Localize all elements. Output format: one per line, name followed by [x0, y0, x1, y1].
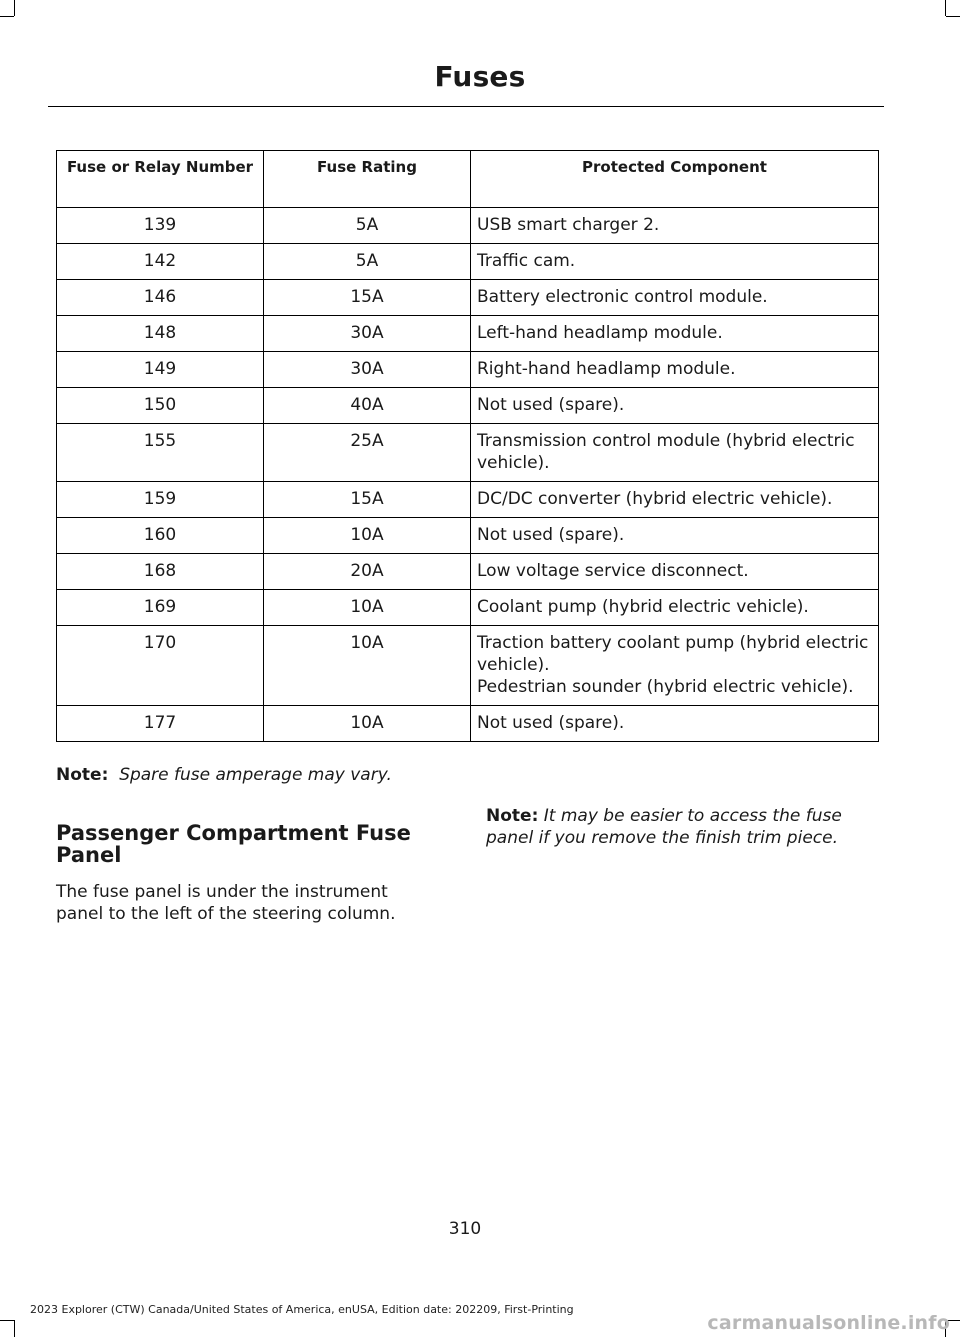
component-line: Traction battery coolant pump (hybrid electric vehicle).: [477, 633, 869, 675]
fuse-rating-cell: 10A: [264, 626, 471, 706]
table-row: [57, 352, 879, 388]
table-note: [56, 764, 392, 786]
table-row: [57, 424, 879, 482]
component-line: Not used (spare).: [477, 395, 625, 415]
fuse-number-cell: 160: [57, 518, 264, 554]
crop-mark: [945, 0, 946, 16]
table-row: [57, 518, 879, 554]
crop-mark: [14, 0, 15, 16]
fuse-rating-cell: 5A: [264, 244, 471, 280]
table-row: [57, 316, 879, 352]
protected-component-cell: [471, 388, 879, 424]
table-row: [57, 706, 879, 742]
fuse-number-cell: 142: [57, 244, 264, 280]
component-line: Traffic cam.: [477, 251, 576, 271]
note-label: Note:: [56, 765, 109, 785]
protected-component-cell: [471, 352, 879, 388]
protected-component-cell: [471, 316, 879, 352]
component-line: Low voltage service disconnect.: [477, 561, 749, 581]
side-note: [486, 805, 878, 849]
protected-component-cell: [471, 626, 879, 706]
protected-component-cell: [471, 244, 879, 280]
component-line: Not used (spare).: [477, 525, 625, 545]
fuse-number-cell: 150: [57, 388, 264, 424]
title-divider: [48, 106, 884, 107]
note-text: Spare fuse amperage may vary.: [119, 765, 392, 785]
fuse-rating-cell: 15A: [264, 280, 471, 316]
fuse-rating-cell: 30A: [264, 352, 471, 388]
fuse-rating-cell: 5A: [264, 208, 471, 244]
page-number: 310: [448, 1219, 482, 1239]
fuse-number-cell: 146: [57, 280, 264, 316]
side-note-label: Note:: [486, 806, 539, 826]
fuse-rating-cell: 25A: [264, 424, 471, 482]
component-line: Right-hand headlamp module.: [477, 359, 736, 379]
side-note-text: It may be easier to access the fuse panel if you remove the finish trim piece.: [486, 806, 842, 848]
fuse-number-cell: 155: [57, 424, 264, 482]
table-row: [57, 482, 879, 518]
fuse-rating-cell: 10A: [264, 518, 471, 554]
component-line: Left-hand headlamp module.: [477, 323, 723, 343]
watermark: carmanualsonline.info: [707, 1312, 950, 1334]
protected-component-cell: [471, 554, 879, 590]
fuse-number-cell: 168: [57, 554, 264, 590]
edition-footer: 2023 Explorer (CTW) Canada/United States of America, enUSA, Edition date: 202209, First-Printing: [30, 1303, 574, 1316]
crop-mark: [0, 16, 14, 17]
table-row: [57, 554, 879, 590]
component-line: Pedestrian sounder (hybrid electric vehicle).: [477, 677, 854, 697]
table-row: [57, 590, 879, 626]
protected-component-cell: [471, 590, 879, 626]
fuse-rating-cell: 10A: [264, 706, 471, 742]
table-row: [57, 388, 879, 424]
fuse-number-cell: 177: [57, 706, 264, 742]
table-row: [57, 208, 879, 244]
fuse-rating-cell: 30A: [264, 316, 471, 352]
protected-component-cell: [471, 706, 879, 742]
component-line: Battery electronic control module.: [477, 287, 768, 307]
section-paragraph: The fuse panel is under the instrument panel to the left of the steering column.: [56, 882, 396, 924]
crop-mark: [0, 1320, 14, 1321]
fuse-number-cell: 159: [57, 482, 264, 518]
crop-mark: [946, 16, 960, 17]
section-heading: Passenger Compartment Fuse Panel: [56, 821, 411, 867]
fuse-table-body: [57, 208, 879, 742]
table-row: [57, 626, 879, 706]
fuse-rating-cell: 20A: [264, 554, 471, 590]
fuse-number-cell: 149: [57, 352, 264, 388]
protected-component-cell: [471, 482, 879, 518]
table-row: [57, 280, 879, 316]
component-line: DC/DC converter (hybrid electric vehicle).: [477, 489, 833, 509]
fuse-table: [56, 150, 879, 742]
fuse-number-cell: 148: [57, 316, 264, 352]
fuse-number-cell: 170: [57, 626, 264, 706]
fuse-rating-cell: 15A: [264, 482, 471, 518]
column-header-component: Protected Component: [471, 151, 879, 208]
fuse-number-cell: 169: [57, 590, 264, 626]
page-title: Fuses: [434, 60, 526, 93]
column-header-rating: Fuse Rating: [264, 151, 471, 208]
fuse-rating-cell: 40A: [264, 388, 471, 424]
column-header-number: Fuse or Relay Number: [57, 151, 264, 208]
table-header-row: [57, 151, 879, 208]
fuse-number-cell: 139: [57, 208, 264, 244]
protected-component-cell: [471, 208, 879, 244]
table-row: [57, 244, 879, 280]
component-line: Coolant pump (hybrid electric vehicle).: [477, 597, 809, 617]
component-line: Not used (spare).: [477, 713, 625, 733]
crop-mark: [14, 1320, 15, 1337]
fuse-rating-cell: 10A: [264, 590, 471, 626]
protected-component-cell: [471, 280, 879, 316]
component-line: USB smart charger 2.: [477, 215, 660, 235]
protected-component-cell: [471, 424, 879, 482]
protected-component-cell: [471, 518, 879, 554]
component-line: Transmission control module (hybrid electric vehicle).: [477, 431, 855, 473]
